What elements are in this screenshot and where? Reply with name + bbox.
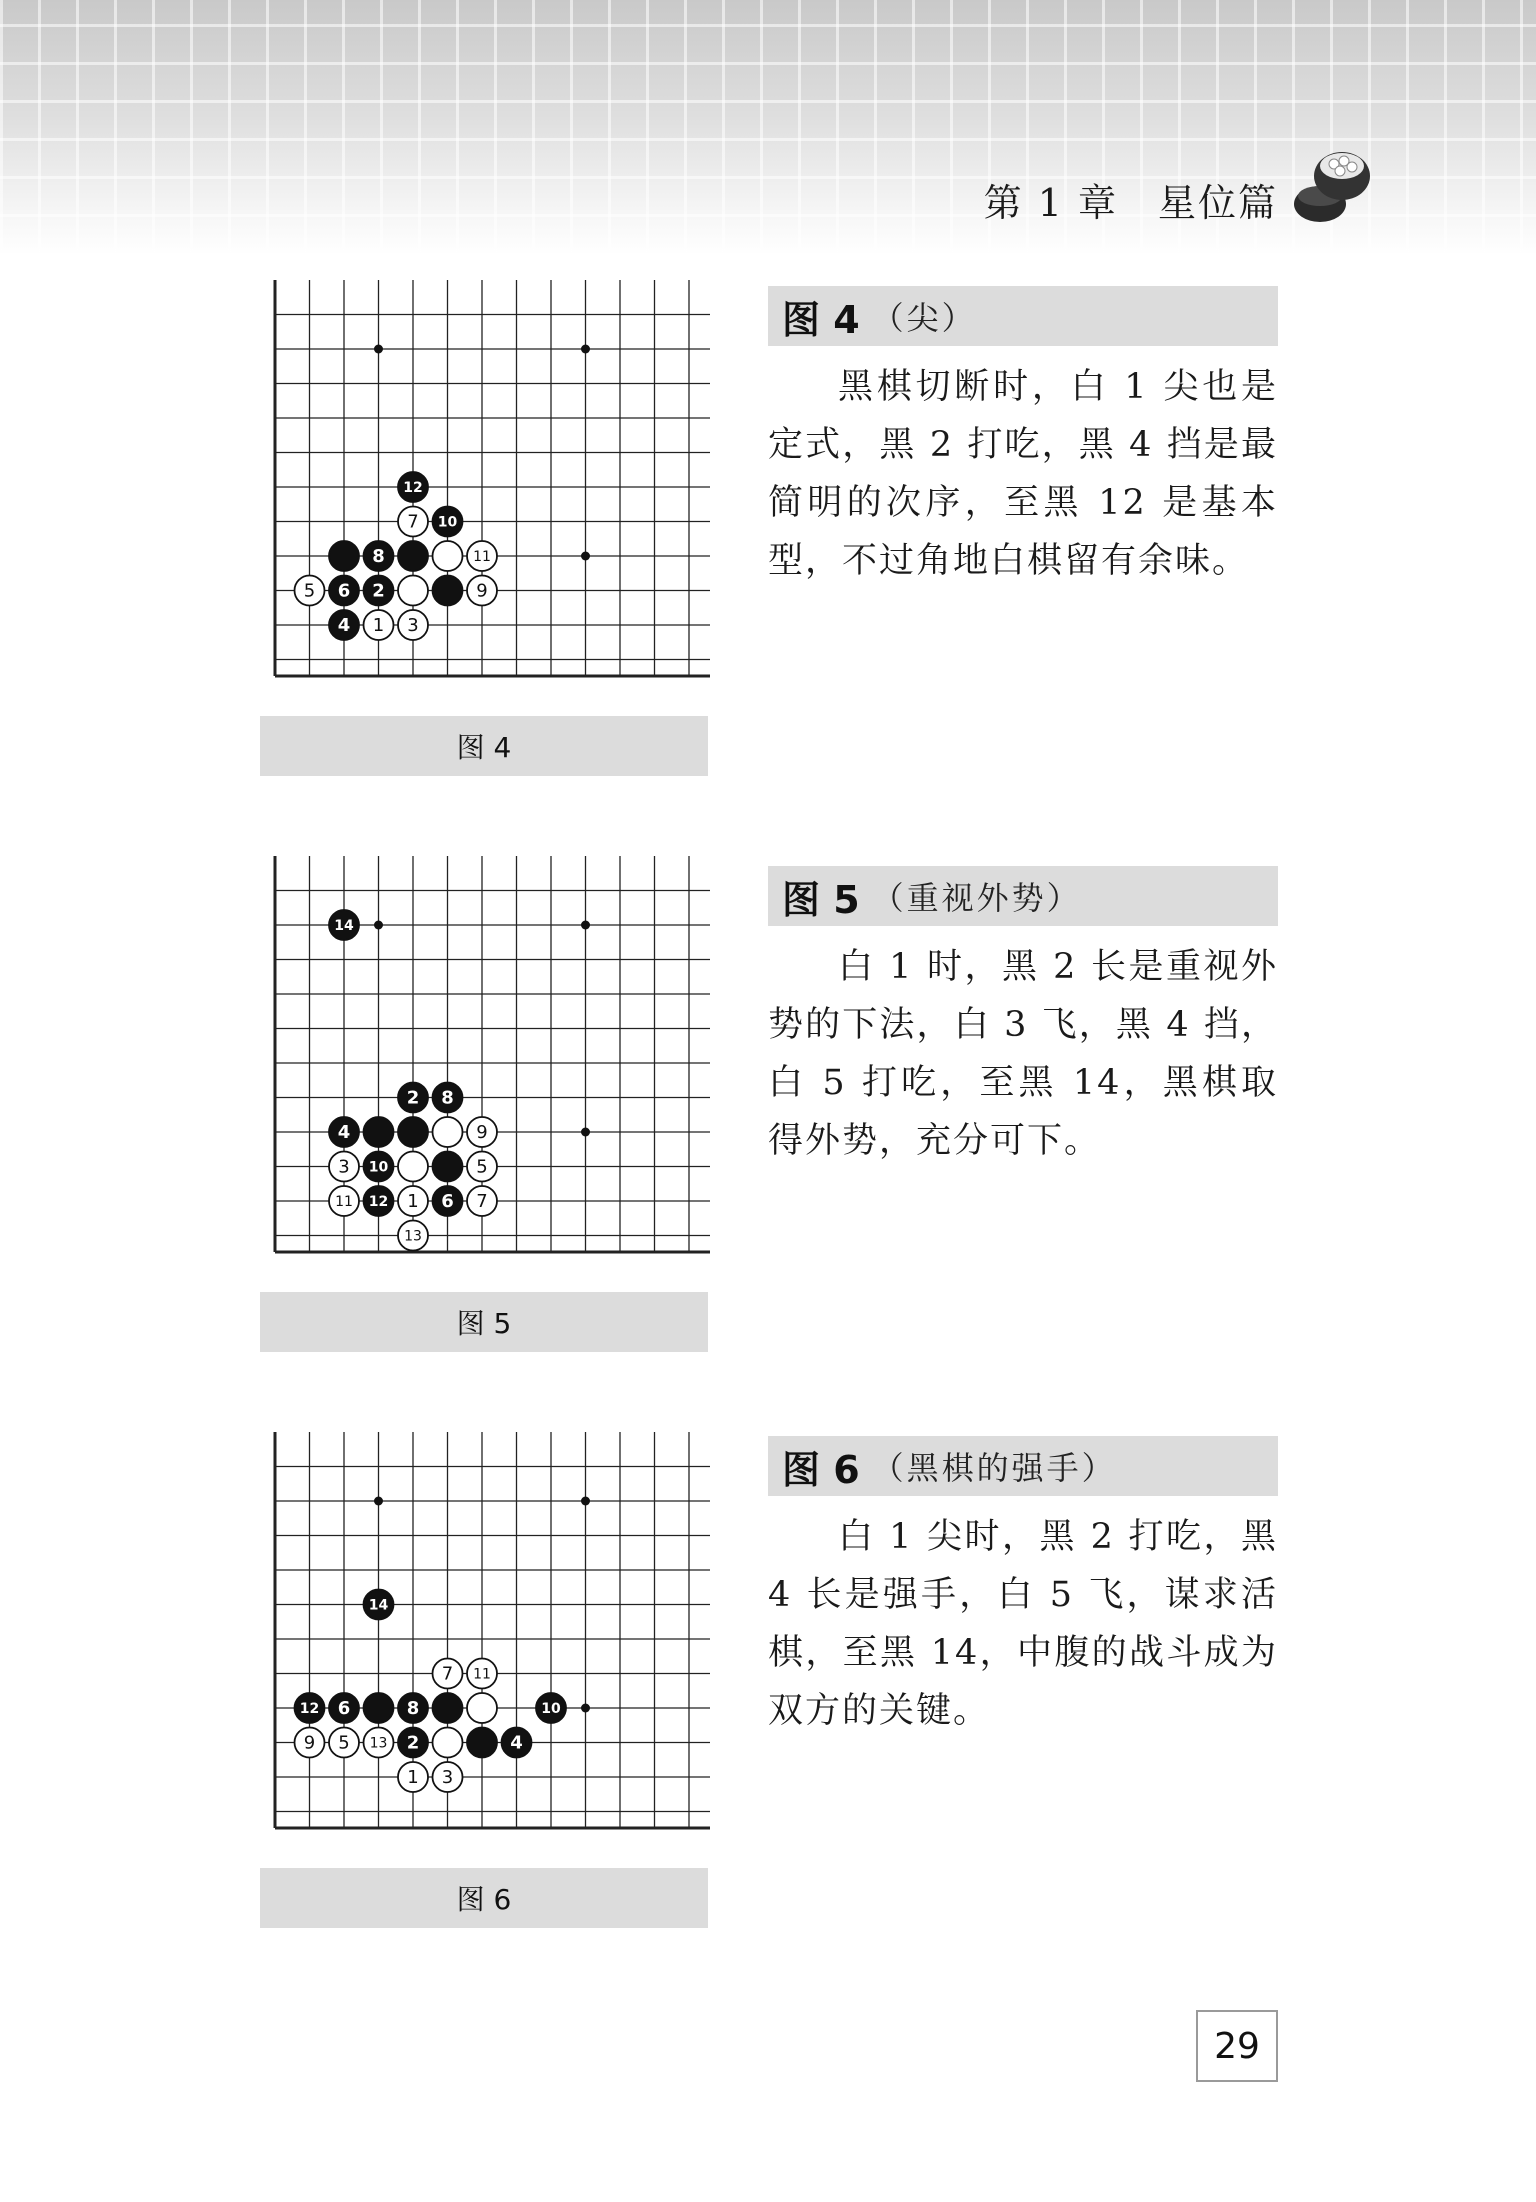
page-number: 29 — [1196, 2010, 1278, 2082]
black-stone — [398, 1117, 428, 1147]
move-number: 6 — [337, 580, 351, 602]
move-number: 1 — [407, 1191, 419, 1212]
move-number: 5 — [476, 1156, 488, 1178]
figure-title-bar — [768, 866, 1278, 926]
move-number: 4 — [510, 1732, 523, 1754]
black-stone — [295, 1693, 325, 1723]
white-stone — [398, 1186, 428, 1216]
white-stone — [329, 1728, 359, 1758]
figure-description: 白 1 时，黑 2 长是重视外势的下法，白 3 飞，黑 4 挡，白 5 打吃，至黑 14，黑棋取得外势，充分可下。 — [768, 947, 1278, 1161]
figure-description: 白 1 尖时，黑 2 打吃，黑 4 长是强手，白 5 飞，谋求活棋，至黑 14，中腹的战斗成为双方的关键。 — [768, 1517, 1278, 1731]
figure-title-bar — [768, 1436, 1278, 1496]
figure-title-bar — [768, 286, 1278, 346]
white-stone — [467, 1693, 497, 1723]
black-stone — [398, 1083, 428, 1113]
white-stone — [433, 1762, 463, 1792]
move-number: 14 — [368, 1597, 389, 1614]
white-stone — [398, 507, 428, 537]
move-number: 4 — [337, 615, 351, 636]
move-number: 8 — [372, 546, 385, 567]
move-number: 6 — [441, 1191, 454, 1212]
page-header — [0, 0, 1536, 255]
black-stone — [329, 576, 359, 606]
move-number: 11 — [473, 1666, 491, 1683]
move-number: 13 — [404, 1228, 422, 1245]
move-number: 5 — [303, 580, 316, 602]
move-number: 7 — [407, 511, 419, 533]
star-point — [581, 1497, 590, 1506]
black-stone — [364, 576, 394, 606]
white-stone — [398, 1152, 428, 1182]
black-stone — [364, 1693, 394, 1723]
black-stone — [364, 1117, 394, 1147]
move-number: 2 — [406, 1087, 420, 1109]
white-stone — [433, 1728, 463, 1758]
move-number: 10 — [541, 1701, 561, 1717]
move-number: 6 — [337, 1698, 351, 1719]
white-stone — [398, 576, 428, 606]
star-point — [581, 1704, 590, 1713]
white-stone — [467, 576, 497, 606]
figure-title: 图 6 — [782, 1447, 860, 1492]
star-point — [374, 921, 383, 930]
white-stone — [467, 1117, 497, 1147]
go-board-diagram-4 — [270, 280, 710, 700]
move-number: 10 — [437, 514, 458, 531]
board-grid — [275, 1432, 710, 1828]
black-stone — [364, 1186, 394, 1216]
white-stone — [295, 1728, 325, 1758]
black-stone — [433, 1083, 463, 1113]
chapter-title: 第 1 章 星位篇 — [983, 181, 1278, 225]
move-number: 14 — [334, 918, 354, 934]
move-number: 1 — [407, 1767, 419, 1788]
move-number: 3 — [441, 1767, 454, 1788]
white-stone — [398, 610, 428, 640]
white-stone — [433, 1117, 463, 1147]
star-point — [374, 345, 383, 354]
move-number: 13 — [369, 1735, 388, 1752]
black-stone — [364, 541, 394, 571]
white-stone — [433, 1659, 463, 1689]
figure-caption: 图 5 — [260, 1292, 708, 1352]
star-point — [581, 921, 590, 930]
figure-caption: 图 4 — [260, 716, 708, 776]
go-board-diagram-6 — [270, 1432, 710, 1852]
white-stone — [329, 1186, 359, 1216]
figure-subtitle: （黑棋的强手） — [871, 1449, 1117, 1487]
move-number: 2 — [372, 580, 385, 602]
move-number: 7 — [441, 1663, 454, 1685]
black-stone — [502, 1728, 532, 1758]
move-number: 11 — [473, 549, 491, 565]
go-board-diagram-5 — [270, 856, 710, 1276]
black-stone — [433, 1152, 463, 1182]
white-stone — [295, 576, 325, 606]
move-number: 5 — [338, 1732, 350, 1754]
white-stone — [398, 1762, 428, 1792]
move-number: 9 — [476, 580, 488, 602]
black-stone — [329, 1117, 359, 1147]
star-point — [581, 345, 590, 354]
figure-subtitle: （尖） — [871, 299, 977, 337]
move-number: 9 — [303, 1732, 316, 1754]
star-point — [581, 552, 590, 561]
move-number: 12 — [403, 480, 423, 496]
figure-subtitle: （重视外势） — [871, 879, 1082, 917]
black-stone — [398, 1693, 428, 1723]
move-number: 12 — [299, 1701, 320, 1717]
black-stone — [433, 507, 463, 537]
black-stone — [364, 1152, 394, 1182]
star-point — [374, 1497, 383, 1506]
move-number: 3 — [407, 615, 419, 636]
black-stone — [398, 541, 428, 571]
white-stone — [467, 1152, 497, 1182]
black-stone — [536, 1693, 566, 1723]
move-number: 7 — [476, 1191, 488, 1212]
black-stone — [329, 610, 359, 640]
move-number: 8 — [406, 1698, 420, 1719]
black-stone — [433, 1186, 463, 1216]
white-stone — [364, 610, 394, 640]
black-stone — [433, 576, 463, 606]
star-point — [581, 1128, 590, 1137]
black-stone — [364, 1590, 394, 1620]
go-bowl-icon — [1290, 136, 1380, 226]
move-number: 12 — [368, 1194, 389, 1210]
black-stone — [433, 1693, 463, 1723]
figure-caption: 图 6 — [260, 1868, 708, 1928]
white-stone — [467, 541, 497, 571]
white-stone — [398, 1221, 428, 1251]
black-stone — [398, 472, 428, 502]
white-stone — [467, 1659, 497, 1689]
move-number: 2 — [406, 1732, 420, 1754]
figure-description: 黑棋切断时，白 1 尖也是定式，黑 2 打吃，黑 4 挡是最简明的次序，至黑 12 是基本型，不过角地白棋留有余味。 — [768, 367, 1278, 581]
white-stone — [364, 1728, 394, 1758]
move-number: 11 — [335, 1194, 353, 1210]
black-stone — [467, 1728, 497, 1758]
figure-title: 图 5 — [782, 877, 860, 922]
black-stone — [329, 910, 359, 940]
move-number: 10 — [368, 1159, 389, 1176]
move-number: 4 — [337, 1122, 351, 1143]
move-number: 9 — [476, 1122, 488, 1143]
white-stone — [329, 1152, 359, 1182]
white-stone — [467, 1186, 497, 1216]
white-stone — [433, 541, 463, 571]
figure-title: 图 4 — [782, 297, 860, 342]
move-number: 1 — [372, 615, 385, 636]
move-number: 8 — [441, 1087, 454, 1109]
black-stone — [398, 1728, 428, 1758]
black-stone — [329, 1693, 359, 1723]
black-stone — [329, 541, 359, 571]
move-number: 3 — [338, 1156, 350, 1178]
